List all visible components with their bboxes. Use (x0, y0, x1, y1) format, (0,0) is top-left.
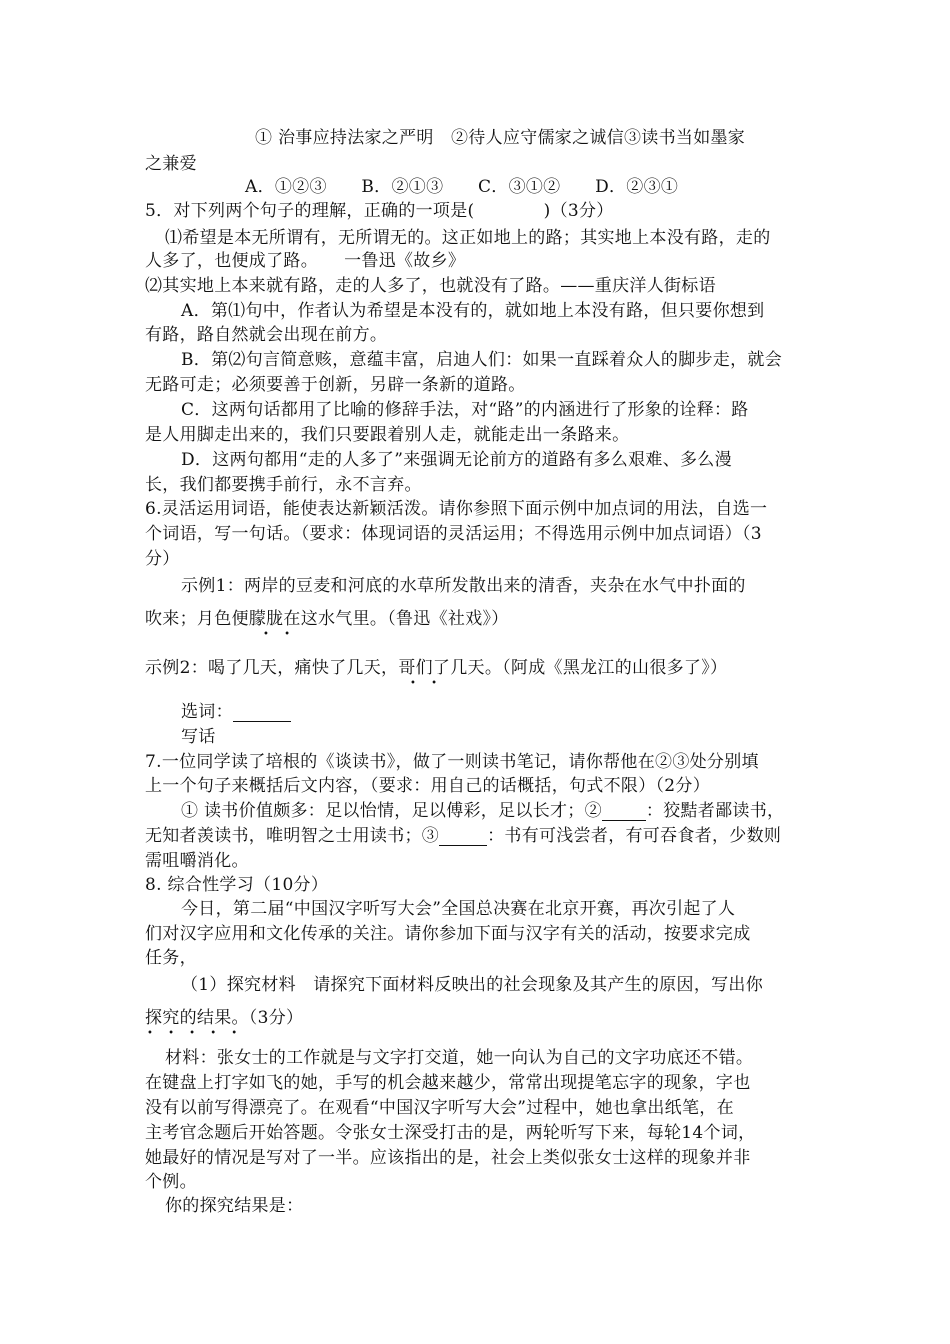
question-6: 6.灵活运用词语，能使表达新颖活泼。请你参照下面示例中加点词的用法，自选一 (145, 499, 768, 519)
text-line: 个词语，写一句话。（要求：体现词语的灵活运用；不得选用示例中加点词语）（3 (145, 524, 762, 544)
word-choice-line (181, 702, 851, 722)
text-line: 探究的结果。（3分） (145, 1008, 304, 1028)
answer-prompt: 你的探究结果是： (165, 1196, 304, 1216)
blank-2[interactable] (602, 804, 646, 821)
text-line: 无路可走；必须要善于创新，另辟一条新的道路。 (145, 375, 526, 395)
question-8: 8. 综合性学习（10分） (145, 875, 329, 895)
text-line: 之兼爱 (145, 154, 197, 174)
notes-text: 无知者羡读书，唯明智之士用读书；③ (145, 826, 440, 846)
text-line: 上一个句子来概括后文内容，（要求：用自己的话概括，句式不限）（2分） (145, 776, 711, 796)
reading-notes-line (145, 826, 815, 846)
text-line: 分） (145, 549, 180, 569)
question-5: 5．对下列两个句子的理解，正确的一项是( )（3分） (145, 201, 614, 221)
example-2: 示例2：喝了几天，痛快了几天，哥们了几天。（阿成《黑龙江的山很多了》） (145, 658, 728, 678)
text-line: 没有以前写得漂亮了。在观看“中国汉字听写大会”过程中，她也拿出纸笔，在 (145, 1098, 734, 1118)
text-line: 们对汉字应用和文化传承的关注。请你参加下面与汉字有关的活动，按要求完成 (145, 924, 751, 944)
emphasis-dots: • • (263, 629, 296, 640)
option-a: A．第⑴句中，作者认为希望是本没有的，就如地上本没有路，但只要你想到 (181, 301, 765, 321)
example-1: 示例1：两岸的豆麦和河底的水草所发散出来的清香，夹杂在水气中扑面的 (181, 576, 746, 596)
text-line: ⑵其实地上本来就有路，走的人多了，也就没有了路。——重庆洋人街标语 (145, 276, 716, 296)
text-line: 有路，路自然就会出现在前方。 (145, 325, 388, 345)
notes-text: ① 读书价值颇多：足以怡情，足以傅彩，足以长才；② (181, 801, 602, 821)
options-line: ① 治事应持法家之严明 ②待人应守儒家之诚信③读书当如墨家 (255, 128, 746, 148)
sentence-label: 写话 (181, 727, 216, 747)
emphasis-dots: • • • • • (147, 1028, 244, 1039)
choice-line: A．①②③ B．②①③ C．③①② D．②③① (245, 177, 679, 197)
emphasis-dots: • • (410, 678, 443, 689)
text-line: 个例。 (145, 1172, 197, 1192)
question-7: 7.一位同学读了培根的《谈读书》，做了一则读书笔记，请你帮他在②③处分别填 (145, 752, 759, 772)
notes-text: ：狡黠者鄙读书， (645, 801, 785, 821)
word-choice-blank[interactable] (233, 705, 291, 722)
text-line: 是人用脚走出来的，我们只要跟着别人走，就能走出一条路来。 (145, 425, 630, 445)
text-line: 她最好的情况是写对了一半。应该指出的是，社会上类似张女士这样的现象并非 (145, 1148, 751, 1168)
text-line: 今日，第二届“中国汉字听写大会”全国总决赛在北京开赛，再次引起了人 (181, 899, 736, 919)
word-choice-label: 选词： (181, 702, 233, 722)
text-line: 在键盘上打字如飞的她，手写的机会越来越少，常常出现提笔忘字的现象，字也 (145, 1073, 751, 1093)
task-1: （1）探究材料 请探究下面材料反映出的社会现象及其产生的原因，写出你 (181, 975, 764, 995)
option-b: B．第⑵句言简意赅，意蕴丰富，启迪人们：如果一直踩着众人的脚步走，就会 (181, 350, 782, 370)
text-line: 主考官念题后开始答题。令张女士深受打击的是，两轮听写下来，每轮14个词， (145, 1123, 756, 1143)
text-line: 任务， (145, 948, 197, 968)
notes-text: ：书有可浅尝者，有可吞食者，少数则 (487, 826, 782, 846)
blank-3[interactable] (439, 829, 487, 846)
option-d: D．这两句都用“走的人多了”来强调无论前方的道路有多么艰难、多么漫 (181, 450, 732, 470)
material-line: 材料：张女士的工作就是与文字打交道，她一向认为自己的文字功底还不错。 (165, 1048, 754, 1068)
text-line: 长，我们都要携手前行，永不言弃。 (145, 475, 422, 495)
option-c: C．这两句话都用了比喻的修辞手法，对“路”的内涵进行了形象的诠释：路 (181, 400, 749, 420)
reading-notes-line (181, 801, 851, 821)
text-line: 人多了，也便成了路。 一鲁迅《故乡》 (145, 251, 466, 271)
text-line: ⑴希望是本无所谓有，无所谓无的。这正如地上的路；其实地上本没有路，走的 (165, 228, 771, 248)
text-line: 需咀嚼消化。 (145, 851, 249, 871)
text-line: 吹来；月色便朦胧在这水气里。（鲁迅《社戏》） (145, 609, 509, 629)
